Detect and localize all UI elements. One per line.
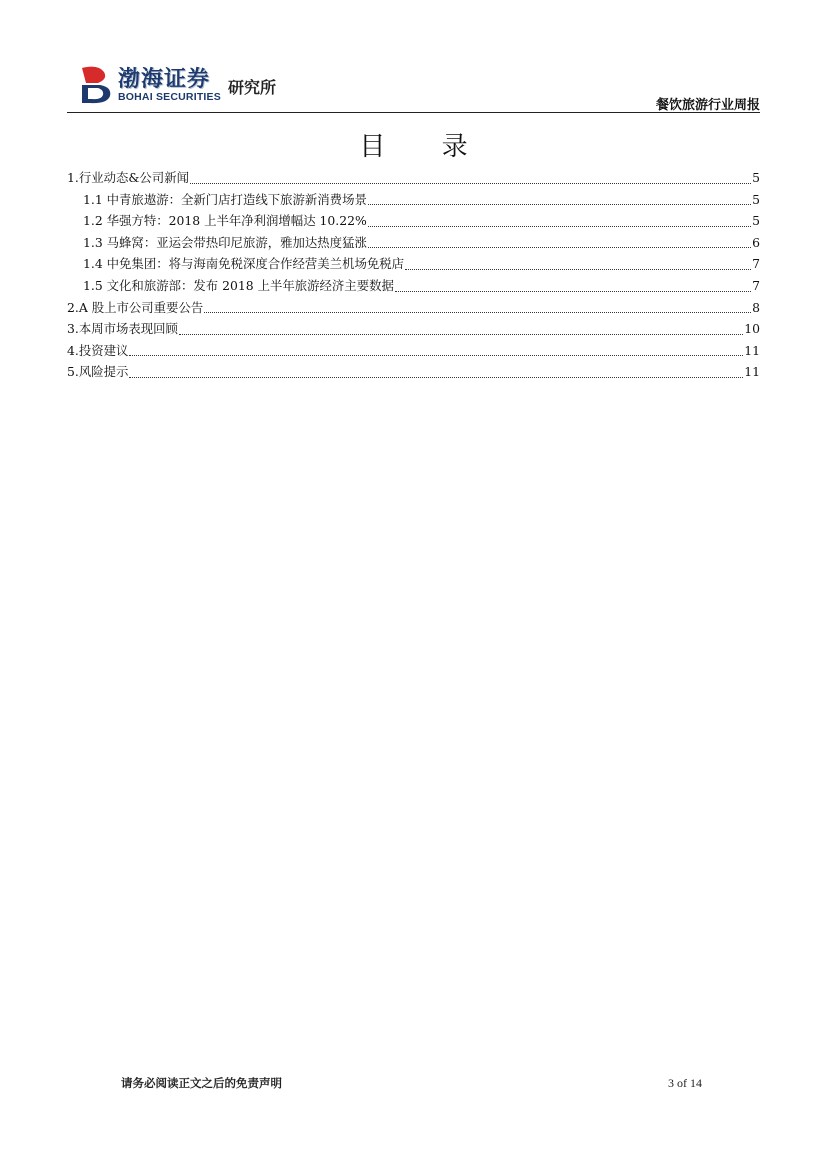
toc-leader-dots — [190, 183, 751, 184]
toc-title: 目 录 — [359, 132, 492, 162]
toc-leader-dots — [204, 312, 751, 313]
logo-subtitle: 研究所 — [228, 78, 277, 97]
toc-entry-page: 10 — [744, 321, 760, 337]
toc-leader-dots — [405, 269, 751, 270]
toc-entry-text: 1.行业动态&公司新闻 — [67, 170, 189, 185]
toc-leader-dots — [368, 226, 751, 227]
toc-entry-page: 5 — [752, 170, 760, 185]
toc-entry-page: 6 — [752, 234, 760, 250]
toc-entry[interactable] — [67, 190, 760, 212]
toc-entry-text: 5.风险提示 — [67, 364, 129, 380]
toc-entry-text: 1.2 华强方特：2018 上半年净利润增幅达 10.22% — [83, 213, 367, 229]
toc-leader-dots — [129, 377, 743, 378]
toc-entry-text: 1.1 中青旅遨游：全新门店打造线下旅游新消费场景 — [83, 191, 367, 207]
toc-entry[interactable] — [67, 341, 760, 363]
toc-entry[interactable] — [67, 298, 760, 320]
toc-entry-text: 4.投资建议 — [67, 342, 129, 358]
toc-entry-text: 1.3 马蜂窝：亚运会带热印尼旅游，雅加达热度猛涨 — [83, 234, 367, 250]
footer-disclaimer: 请务必阅读正文之后的免责声明 — [121, 1076, 282, 1090]
toc-leader-dots — [368, 247, 751, 248]
toc-entry[interactable] — [67, 233, 760, 255]
toc-entry-page: 11 — [744, 342, 760, 358]
toc-leader-dots — [129, 355, 743, 356]
toc-entry-text: 2.A 股上市公司重要公告 — [67, 299, 204, 315]
report-type: 餐饮旅游行业周报 — [655, 98, 760, 113]
toc-entry[interactable] — [67, 254, 760, 276]
logo-english-name: BOHAI SECURITIES — [118, 91, 221, 103]
toc-entry-page: 7 — [752, 277, 760, 293]
logo-chinese-name: 渤海证券 — [118, 67, 211, 92]
toc-entry-page: 8 — [752, 299, 760, 315]
header-divider — [67, 112, 760, 113]
company-logo — [78, 62, 298, 108]
table-of-contents — [67, 168, 760, 384]
toc-leader-dots — [179, 334, 743, 335]
toc-entry-page: 7 — [752, 256, 760, 272]
toc-entry-page: 5 — [752, 191, 760, 207]
toc-entry[interactable] — [67, 211, 760, 233]
toc-entry-text: 3.本周市场表现回顾 — [67, 321, 178, 337]
toc-entry-page: 5 — [752, 213, 760, 229]
toc-entry[interactable] — [67, 319, 760, 341]
toc-entry[interactable] — [67, 362, 760, 384]
toc-entry[interactable] — [67, 276, 760, 298]
toc-entry-text: 1.4 中免集团：将与海南免税深度合作经营美兰机场免税店 — [83, 256, 405, 272]
toc-entry-page: 11 — [744, 364, 760, 380]
toc-leader-dots — [395, 291, 751, 292]
toc-entry[interactable] — [67, 168, 760, 190]
footer-page-number: 3 of 14 — [668, 1076, 702, 1090]
toc-entry-text: 1.5 文化和旅游部：发布 2018 上半年旅游经济主要数据 — [83, 277, 394, 293]
toc-leader-dots — [368, 204, 751, 205]
bohai-logo-icon — [78, 64, 114, 104]
